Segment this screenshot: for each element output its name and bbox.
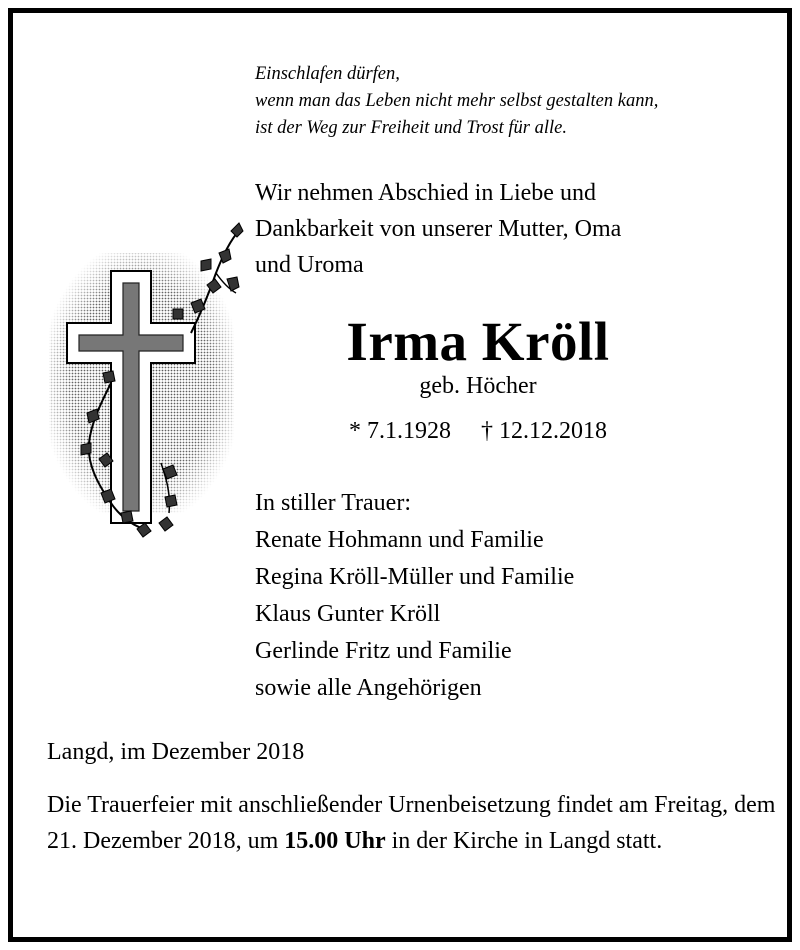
- intro-line: und Uroma: [255, 252, 364, 278]
- intro-line: Dankbarkeit von unserer Mutter, Oma: [255, 216, 622, 242]
- place-date: Langd, im Dezember 2018: [47, 739, 305, 765]
- mourners-list: [255, 485, 574, 707]
- poem-line: wenn man das Leben nicht mehr selbst gestalten kann,: [255, 91, 659, 111]
- poem-verse: [255, 61, 658, 142]
- obituary-notice: [8, 8, 792, 942]
- ceremony-info: [47, 787, 787, 859]
- ceremony-text: Die Trauerfeier mit anschließender Urnenbeisetzung findet am Freitag, dem 21. Dezember 2018, um: [47, 792, 776, 854]
- farewell-intro: [255, 175, 621, 283]
- birth-name: geb. Höcher: [419, 373, 537, 399]
- mourner-entry: Klaus Gunter Kröll: [255, 601, 441, 627]
- poem-line: ist der Weg zur Freiheit und Trost für alle.: [255, 118, 567, 138]
- intro-line: Wir nehmen Abschied in Liebe und: [255, 180, 596, 206]
- mourner-entry: sowie alle Angehörigen: [255, 675, 482, 701]
- mourners-heading: In stiller Trauer:: [255, 490, 411, 516]
- mourner-entry: Regina Kröll-Müller und Familie: [255, 564, 575, 590]
- birth-date: * 7.1.1928: [349, 418, 451, 444]
- mourner-entry: Renate Hohmann und Familie: [255, 527, 544, 553]
- death-date: † 12.12.2018: [481, 418, 607, 444]
- deceased-name: Irma Kröll: [346, 311, 610, 372]
- mourner-entry: Gerlinde Fritz und Familie: [255, 638, 512, 664]
- life-dates: [253, 415, 703, 447]
- ceremony-time: 15.00 Uhr: [284, 828, 386, 854]
- poem-line: Einschlafen dürfen,: [255, 64, 400, 84]
- cross-with-ivy-icon: [41, 213, 251, 563]
- ceremony-text-end: in der Kirche in Langd statt.: [385, 828, 663, 854]
